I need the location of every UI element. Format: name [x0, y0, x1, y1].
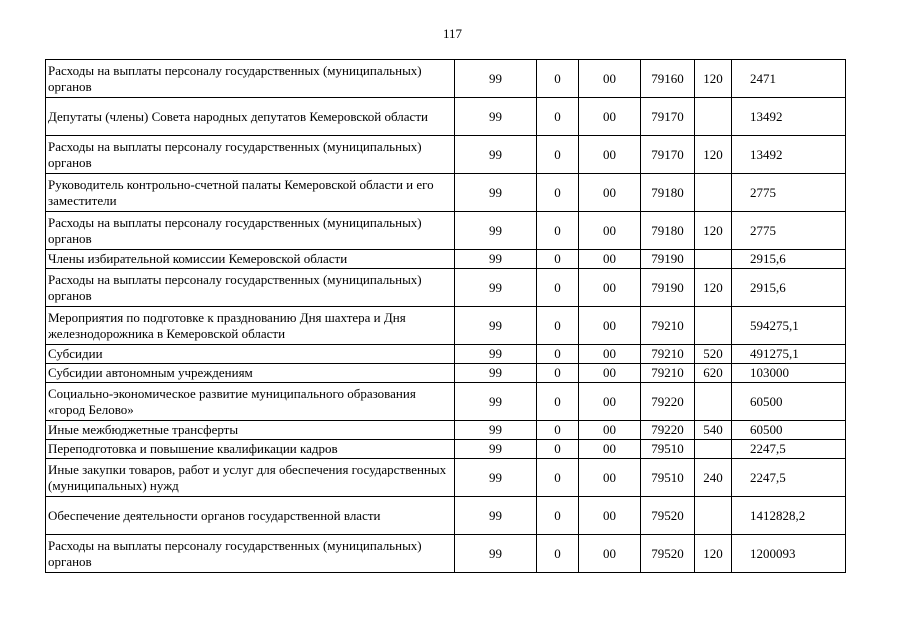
row-code5-cell: 120	[695, 212, 732, 250]
row-name-cell: Депутаты (члены) Совета народных депутатов Кемеровской области	[46, 98, 455, 136]
row-code4-cell: 79180	[641, 212, 695, 250]
table-row	[46, 497, 846, 535]
row-name-cell: Иные закупки товаров, работ и услуг для обеспечения государственных (муниципальных) нужд	[46, 459, 455, 497]
row-code2-cell: 0	[537, 98, 579, 136]
row-code2-cell: 0	[537, 174, 579, 212]
row-code4-cell: 79210	[641, 307, 695, 345]
table-row	[46, 250, 846, 269]
budget-table	[45, 59, 846, 573]
row-name-cell: Переподготовка и повышение квалификации кадров	[46, 440, 455, 459]
row-name-cell: Члены избирательной комиссии Кемеровской области	[46, 250, 455, 269]
row-code3-cell: 00	[579, 345, 641, 364]
row-code1-cell: 99	[455, 212, 537, 250]
row-amount-cell: 13492	[732, 136, 846, 174]
row-code4-cell: 79220	[641, 383, 695, 421]
row-name-cell: Социально-экономическое развитие муниципального образования «город Белово»	[46, 383, 455, 421]
row-code5-cell: 120	[695, 136, 732, 174]
row-amount-cell: 2915,6	[732, 269, 846, 307]
row-code4-cell: 79170	[641, 136, 695, 174]
row-code5-cell	[695, 440, 732, 459]
row-name-cell: Расходы на выплаты персоналу государственных (муниципальных) органов	[46, 269, 455, 307]
row-code5-cell	[695, 383, 732, 421]
row-amount-cell: 2775	[732, 174, 846, 212]
row-code5-cell	[695, 307, 732, 345]
row-code2-cell: 0	[537, 269, 579, 307]
row-code4-cell: 79160	[641, 60, 695, 98]
table-row	[46, 98, 846, 136]
row-code2-cell: 0	[537, 364, 579, 383]
row-name-cell: Субсидии автономным учреждениям	[46, 364, 455, 383]
row-code4-cell: 79220	[641, 421, 695, 440]
row-code2-cell: 0	[537, 535, 579, 573]
row-code3-cell: 00	[579, 174, 641, 212]
row-code3-cell: 00	[579, 535, 641, 573]
row-code2-cell: 0	[537, 136, 579, 174]
row-amount-cell: 2247,5	[732, 459, 846, 497]
row-amount-cell: 13492	[732, 98, 846, 136]
row-code5-cell	[695, 497, 732, 535]
row-amount-cell: 60500	[732, 383, 846, 421]
row-code2-cell: 0	[537, 212, 579, 250]
row-code4-cell: 79510	[641, 459, 695, 497]
row-code4-cell: 79210	[641, 345, 695, 364]
row-code2-cell: 0	[537, 60, 579, 98]
table-row	[46, 421, 846, 440]
row-code2-cell: 0	[537, 421, 579, 440]
row-code3-cell: 00	[579, 440, 641, 459]
row-amount-cell: 2775	[732, 212, 846, 250]
row-code1-cell: 99	[455, 307, 537, 345]
row-code3-cell: 00	[579, 364, 641, 383]
row-code1-cell: 99	[455, 98, 537, 136]
row-name-cell: Обеспечение деятельности органов государственной власти	[46, 497, 455, 535]
row-code2-cell: 0	[537, 459, 579, 497]
row-code5-cell: 120	[695, 535, 732, 573]
row-code4-cell: 79210	[641, 364, 695, 383]
row-amount-cell: 491275,1	[732, 345, 846, 364]
row-amount-cell: 2915,6	[732, 250, 846, 269]
table-row	[46, 364, 846, 383]
row-amount-cell: 1412828,2	[732, 497, 846, 535]
row-code5-cell: 120	[695, 269, 732, 307]
table-row	[46, 212, 846, 250]
row-code4-cell: 79510	[641, 440, 695, 459]
row-code3-cell: 00	[579, 60, 641, 98]
table-row	[46, 440, 846, 459]
row-code2-cell: 0	[537, 250, 579, 269]
row-code1-cell: 99	[455, 269, 537, 307]
row-code1-cell: 99	[455, 383, 537, 421]
row-code2-cell: 0	[537, 345, 579, 364]
row-code1-cell: 99	[455, 136, 537, 174]
row-code2-cell: 0	[537, 383, 579, 421]
row-amount-cell: 594275,1	[732, 307, 846, 345]
row-code4-cell: 79520	[641, 497, 695, 535]
table-row	[46, 174, 846, 212]
row-name-cell: Руководитель контрольно-счетной палаты Кемеровской области и его заместители	[46, 174, 455, 212]
row-code1-cell: 99	[455, 459, 537, 497]
row-code5-cell	[695, 174, 732, 212]
table-row	[46, 459, 846, 497]
row-code1-cell: 99	[455, 440, 537, 459]
row-code1-cell: 99	[455, 364, 537, 383]
row-code1-cell: 99	[455, 60, 537, 98]
row-code4-cell: 79170	[641, 98, 695, 136]
row-code5-cell: 240	[695, 459, 732, 497]
row-code3-cell: 00	[579, 98, 641, 136]
row-code3-cell: 00	[579, 497, 641, 535]
table-row	[46, 269, 846, 307]
row-code3-cell: 00	[579, 136, 641, 174]
table-row	[46, 60, 846, 98]
table-row	[46, 345, 846, 364]
row-name-cell: Расходы на выплаты персоналу государственных (муниципальных) органов	[46, 535, 455, 573]
row-code5-cell: 520	[695, 345, 732, 364]
row-code3-cell: 00	[579, 212, 641, 250]
row-code1-cell: 99	[455, 250, 537, 269]
row-name-cell: Мероприятия по подготовке к празднованию Дня шахтера и Дня железнодорожника в Кемеровской области	[46, 307, 455, 345]
row-code1-cell: 99	[455, 535, 537, 573]
table-row	[46, 535, 846, 573]
row-amount-cell: 103000	[732, 364, 846, 383]
row-code5-cell	[695, 98, 732, 136]
row-name-cell: Субсидии	[46, 345, 455, 364]
row-code5-cell: 120	[695, 60, 732, 98]
row-code5-cell	[695, 250, 732, 269]
row-code4-cell: 79190	[641, 250, 695, 269]
row-amount-cell: 60500	[732, 421, 846, 440]
row-code5-cell: 540	[695, 421, 732, 440]
row-code4-cell: 79520	[641, 535, 695, 573]
table-row	[46, 307, 846, 345]
row-code5-cell: 620	[695, 364, 732, 383]
row-code3-cell: 00	[579, 421, 641, 440]
row-code4-cell: 79190	[641, 269, 695, 307]
table-row	[46, 383, 846, 421]
row-code3-cell: 00	[579, 250, 641, 269]
row-code2-cell: 0	[537, 497, 579, 535]
row-name-cell: Расходы на выплаты персоналу государственных (муниципальных) органов	[46, 60, 455, 98]
row-code3-cell: 00	[579, 269, 641, 307]
row-amount-cell: 1200093	[732, 535, 846, 573]
page-number: 117	[442, 26, 463, 41]
row-code1-cell: 99	[455, 174, 537, 212]
row-amount-cell: 2471	[732, 60, 846, 98]
row-amount-cell: 2247,5	[732, 440, 846, 459]
row-code2-cell: 0	[537, 440, 579, 459]
row-code1-cell: 99	[455, 421, 537, 440]
row-code3-cell: 00	[579, 383, 641, 421]
row-code2-cell: 0	[537, 307, 579, 345]
row-code1-cell: 99	[455, 497, 537, 535]
row-code4-cell: 79180	[641, 174, 695, 212]
row-code1-cell: 99	[455, 345, 537, 364]
row-name-cell: Расходы на выплаты персоналу государственных (муниципальных) органов	[46, 212, 455, 250]
table-row	[46, 136, 846, 174]
row-code3-cell: 00	[579, 307, 641, 345]
row-code3-cell: 00	[579, 459, 641, 497]
row-name-cell: Расходы на выплаты персоналу государственных (муниципальных) органов	[46, 136, 455, 174]
row-name-cell: Иные межбюджетные трансферты	[46, 421, 455, 440]
